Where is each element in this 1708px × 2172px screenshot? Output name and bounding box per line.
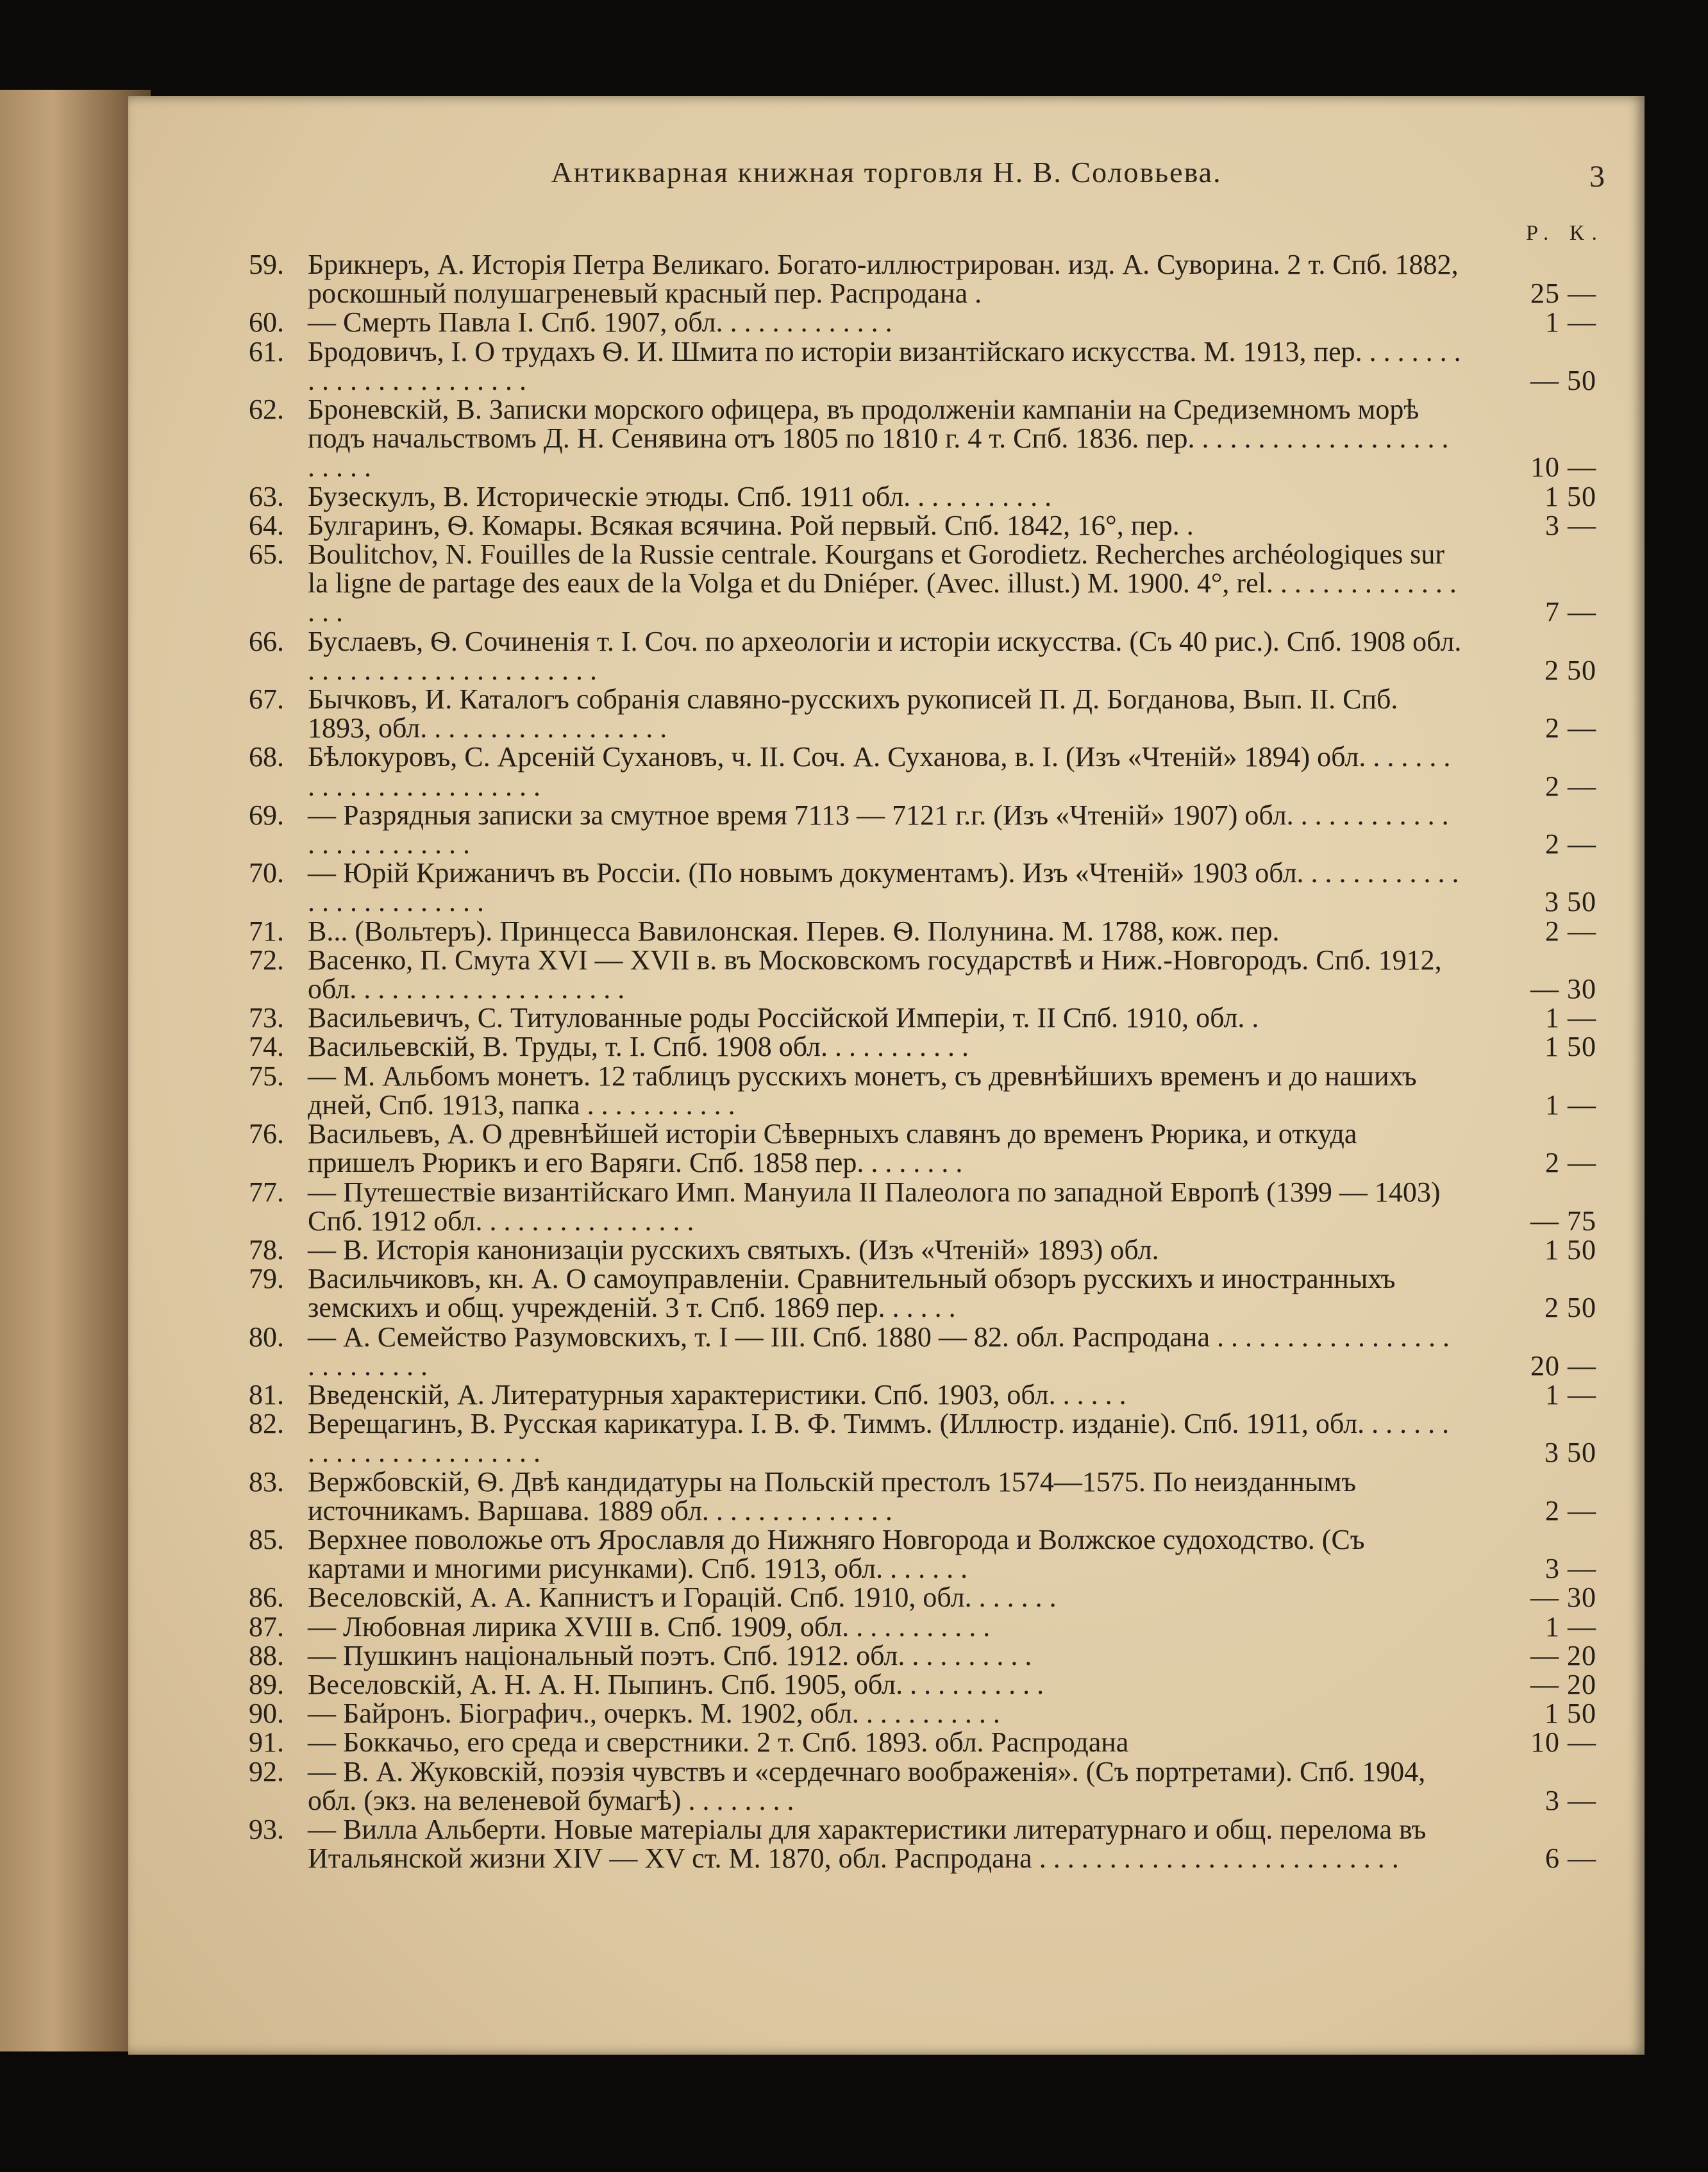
entry-number: 93. — [249, 1813, 284, 1845]
entry-description: Boulitchov, N. Fouilles de la Russie centrale. Kourgans et Gorodietz. Recherches archéologiques sur la ligne de partage des eaux de la Volga et du Dniéper. (Avec. illust.) M. 1900. 4°, rel. . . . . . . . . . . . . . . . . — [308, 539, 1457, 628]
page-number: 3 — [1589, 160, 1605, 194]
catalog-entry — [249, 249, 1596, 310]
entry-number: 87. — [249, 1610, 284, 1642]
catalog-entry — [249, 509, 1596, 541]
entry-price: 10 — — [1530, 451, 1596, 483]
entry-description: — Разрядныя записки за смутное время 7113 — 7121 г.г. (Изъ «Чтеній» 1907) обл. . . . . . . . . . . . . . . . . . . . . . . . — [308, 799, 1449, 860]
catalog-entry — [249, 1233, 1596, 1266]
catalog-entry — [249, 1813, 1596, 1875]
entry-number: 64. — [249, 509, 284, 541]
entry-description: Брикнеръ, А. Исторія Петра Великаго. Богато-иллюстрирован. изд. А. Суворина. 2 т. Спб. 1882, роскошный полушагреневый красный пер. Распродана . — [308, 249, 1459, 310]
running-title: Антикварная книжная торговля Н. В. Соловьева. — [551, 156, 1222, 188]
catalog-entry — [249, 335, 1596, 396]
entry-description: Васильевскій, В. Труды, т. I. Спб. 1908 обл. . . . . . . . . . . — [308, 1031, 969, 1063]
entry-description: — В. А. Жуковскій, поэзія чувствъ и «сердечнаго воображенія». (Съ портретами). Спб. 1904, обл. (экз. на веленевой бумагѣ) . . . . . . . . — [308, 1755, 1426, 1816]
catalog-entry — [249, 1466, 1596, 1526]
catalog-page — [128, 96, 1645, 2055]
entry-price: — 50 — [1530, 364, 1596, 396]
catalog-entry — [249, 1668, 1596, 1700]
entry-price: 10 — — [1530, 1726, 1596, 1758]
catalog-entry — [249, 1263, 1596, 1324]
entry-number: 91. — [249, 1726, 284, 1758]
entry-description: Васильчиковъ, кн. А. О самоуправленіи. Сравнительный обзоръ русскихъ и иностранныхъ земскихъ и общ. учрежденій. 3 т. Спб. 1869 пер. . . . . . — [308, 1263, 1396, 1324]
entry-number: 63. — [249, 480, 284, 512]
entry-number: 79. — [249, 1263, 284, 1295]
entry-price: — 20 — [1530, 1668, 1596, 1700]
entry-number: 72. — [249, 944, 284, 976]
entry-description: — Боккачьо, его среда и сверстники. 2 т. Спб. 1893. обл. Распродана — [308, 1726, 1129, 1758]
entry-number: 78. — [249, 1233, 284, 1266]
entry-description: — Пушкинъ національный поэтъ. Спб. 1912. обл. . . . . . . . . . — [308, 1639, 1032, 1671]
entry-price: 1 50 — [1545, 1233, 1596, 1266]
entry-description: Броневскій, В. Записки морского офицера, въ продолженіи кампаніи на Средиземномъ морѣ подъ начальствомъ Д. Н. Сенявина отъ 1805 по 1810 г. 4 т. Спб. 1836. пер. . . . . . . . . . . . . . . . . . . . . . . . — [308, 394, 1449, 483]
entry-description: — Путешествіе византійскаго Имп. Мануила II Палеолога по западной Европѣ (1399 — 1403) Спб. 1912 обл. . . . . . . . . . . . . . . . — [308, 1176, 1441, 1237]
entry-description: Веселовскій, А. А. Капнистъ и Горацій. Спб. 1910, обл. . . . . . . — [308, 1582, 1057, 1614]
catalog-entry — [249, 394, 1596, 483]
entry-number: 73. — [249, 1002, 284, 1034]
catalog-entry — [249, 539, 1596, 628]
catalog-entry — [249, 1582, 1596, 1614]
entry-price: 20 — — [1530, 1349, 1596, 1382]
entry-description: Бродовичъ, I. О трудахъ Ѳ. И. Шмита по исторіи византійскаго искусства. М. 1913, пер. . . . . . . . . . . . . . . . . . . . . . . . — [308, 335, 1461, 396]
entry-price: — 20 — [1530, 1639, 1596, 1671]
catalog-entry — [249, 1031, 1596, 1063]
entry-price: 1 — — [1545, 1089, 1596, 1121]
entry-price: 2 — — [1545, 828, 1596, 860]
entry-number: 86. — [249, 1582, 284, 1614]
entry-description: Бузескулъ, В. Историческіе этюды. Спб. 1911 обл. . . . . . . . . . . — [308, 480, 1052, 512]
entry-number: 59. — [249, 249, 284, 280]
entry-number: 71. — [249, 915, 284, 947]
catalog-entry — [249, 944, 1596, 1005]
entry-price: 1 50 — [1545, 1698, 1596, 1730]
catalog-entry — [249, 1639, 1596, 1671]
catalog-entry — [249, 1060, 1596, 1121]
entry-price: 3 50 — [1545, 1437, 1596, 1469]
entry-number: 65. — [249, 539, 284, 571]
entry-price: 6 — — [1545, 1842, 1596, 1875]
catalog-entry — [249, 480, 1596, 512]
entry-description: — В. Исторія канонизаціи русскихъ святыхъ. (Изъ «Чтеній» 1893) обл. — [308, 1233, 1159, 1266]
catalog-entry — [249, 1118, 1596, 1179]
catalog-entry — [249, 1523, 1596, 1585]
entry-number: 89. — [249, 1668, 284, 1700]
entry-price: 2 50 — [1545, 654, 1596, 686]
catalog-entry — [249, 799, 1596, 860]
entry-number: 69. — [249, 799, 284, 831]
entry-description: Бычковъ, И. Каталогъ собранія славяно-русскихъ рукописей П. Д. Богданова, Вып. II. Спб. 1893, обл. . . . . . . . . . . . . . . . . . — [308, 683, 1398, 744]
entry-number: 76. — [249, 1118, 284, 1150]
catalog-entry — [249, 1698, 1596, 1730]
catalog-entry — [249, 683, 1596, 744]
catalog-entry — [249, 1726, 1596, 1758]
entry-number: 61. — [249, 335, 284, 367]
entry-price: 3 — — [1545, 1784, 1596, 1816]
catalog-entry — [249, 1002, 1596, 1034]
entry-number: 85. — [249, 1523, 284, 1555]
entry-number: 90. — [249, 1698, 284, 1730]
entry-number: 80. — [249, 1321, 284, 1353]
entry-description: Буслаевъ, Ѳ. Сочиненія т. I. Соч. по археологіи и исторіи искусства. (Съ 40 рис.). Спб. 1908 обл. . . . . . . . . . . . . . . . . . . . . . — [308, 625, 1462, 686]
catalog-entry-list — [249, 249, 1596, 1875]
catalog-entry — [249, 1408, 1596, 1469]
entry-description: — Вилла Альберти. Новые матеріалы для характеристики литературнаго и общ. перелома въ Итальянской жизни XIV — XV ст. М. 1870, обл. Распродана . . . . . . . . . . . . . . . . . . . . . . . . . . — [308, 1813, 1427, 1875]
entry-description: — Смерть Павла I. Спб. 1907, обл. . . . . . . . . . . . . — [308, 306, 892, 338]
entry-price: 3 — — [1545, 509, 1596, 541]
entry-number: 74. — [249, 1031, 284, 1063]
entry-number: 83. — [249, 1466, 284, 1498]
entry-price: 1 — — [1545, 1002, 1596, 1034]
entry-description: Васенко, П. Смута XVI — XVII в. въ Московскомъ государствѣ и Ниж.-Новгородъ. Спб. 1912, обл. . . . . . . . . . . . . . . . . . . . — [308, 944, 1442, 1005]
entry-description: Васильевичъ, С. Титулованные роды Россійской Имперіи, т. II Спб. 1910, обл. . — [308, 1002, 1259, 1034]
entry-price: 7 — — [1545, 596, 1596, 628]
entry-price: 1 — — [1545, 1378, 1596, 1410]
catalog-entry — [249, 1321, 1596, 1382]
entry-description: Веселовскій, А. Н. А. Н. Пыпинъ. Спб. 1905, обл. . . . . . . . . . . — [308, 1668, 1044, 1700]
entry-number: 67. — [249, 683, 284, 715]
entry-description: Булгаринъ, Ѳ. Комары. Всякая всячина. Рой первый. Спб. 1842, 16°, пер. . — [308, 509, 1194, 541]
catalog-entry — [249, 1610, 1596, 1642]
catalog-entry — [249, 1755, 1596, 1816]
entry-price: 2 50 — [1545, 1292, 1596, 1324]
entry-number: 66. — [249, 625, 284, 657]
entry-description: — Любовная лирика XVIII в. Спб. 1909, обл. . . . . . . . . . . — [308, 1610, 991, 1642]
entry-number: 81. — [249, 1378, 284, 1410]
entry-price: 3 50 — [1545, 886, 1596, 918]
entry-number: 68. — [249, 741, 284, 773]
entry-description: — М. Альбомъ монетъ. 12 таблицъ русскихъ монетъ, съ древнѣйшихъ временъ и до нашихъ дней, Спб. 1913, папка . . . . . . . . . . . — [308, 1060, 1417, 1121]
entry-description: — А. Семейство Разумовскихъ, т. I — III. Спб. 1880 — 82. обл. Распродана . . . . . . . . . . . . . . . . . . . . . . . . . . — [308, 1321, 1450, 1382]
entry-description: — Байронъ. Біографич., очеркъ. М. 1902, обл. . . . . . . . . . . — [308, 1698, 1000, 1730]
entry-price: — 30 — [1530, 973, 1596, 1005]
entry-price: — 75 — [1530, 1205, 1596, 1237]
entry-price: — 30 — [1530, 1582, 1596, 1614]
catalog-entry — [249, 741, 1596, 802]
entry-number: 75. — [249, 1060, 284, 1092]
entry-number: 62. — [249, 394, 284, 426]
entry-description: — Юрій Крижаничъ въ Россіи. (По новымъ документамъ). Изъ «Чтеній» 1903 обл. . . . . . . . . . . . . . . . . . . . . . . . . — [308, 857, 1459, 918]
currency-column-label: Р. К. — [1526, 221, 1605, 245]
entry-price: 1 50 — [1545, 480, 1596, 512]
entry-description: В... (Вольтеръ). Принцесса Вавилонская. Перев. Ѳ. Полунина. М. 1788, кож. пер. — [308, 915, 1280, 947]
entry-number: 77. — [249, 1176, 284, 1208]
entry-number: 60. — [249, 306, 284, 338]
entry-price: 3 — — [1545, 1553, 1596, 1585]
catalog-entry — [249, 915, 1596, 947]
catalog-entry — [249, 1176, 1596, 1237]
entry-description: Васильевъ, А. О древнѣйшей исторіи Сѣверныхъ славянъ до временъ Рюрика, и откуда пришелъ Рюрикъ и его Варяги. Спб. 1858 пер. . . . . . . . — [308, 1118, 1357, 1179]
entry-description: Верхнее поволожье отъ Ярославля до Нижняго Новгорода и Волжское судоходство. (Съ картами и многими рисунками). Спб. 1913, обл. . . . . . . — [308, 1523, 1365, 1585]
entry-price: 2 — — [1545, 1147, 1596, 1179]
catalog-entry — [249, 306, 1596, 338]
entry-price: 2 — — [1545, 915, 1596, 947]
entry-description: Бѣлокуровъ, С. Арсеній Сухановъ, ч. II. Соч. А. Суханова, в. I. (Изъ «Чтеній» 1894) обл. . . . . . . . . . . . . . . . . . . . . . . . — [308, 741, 1451, 802]
entry-price: 25 — — [1530, 278, 1596, 310]
entry-description: Верещагинъ, В. Русская карикатура. I. В. Ф. Тиммъ. (Иллюстр. изданіе). Спб. 1911, обл. . . . . . . . . . . . . . . . . . . . . . . . — [308, 1408, 1450, 1469]
entry-description: Вержбовскій, Ѳ. Двѣ кандидатуры на Польскій престолъ 1574—1575. По неизданнымъ источникамъ. Варшава. 1889 обл. . . . . . . . . . . . . . — [308, 1466, 1357, 1526]
entry-number: 88. — [249, 1639, 284, 1671]
entry-number: 70. — [249, 857, 284, 889]
entry-price: 1 — — [1545, 306, 1596, 338]
entry-number: 82. — [249, 1408, 284, 1440]
entry-description: Введенскій, А. Литературныя характеристики. Спб. 1903, обл. . . . . . — [308, 1378, 1126, 1410]
catalog-entry — [249, 625, 1596, 686]
entry-price: 1 — — [1545, 1610, 1596, 1642]
entry-price: 2 — — [1545, 770, 1596, 802]
catalog-entry — [249, 857, 1596, 918]
entry-price: 2 — — [1545, 1494, 1596, 1526]
entry-number: 92. — [249, 1755, 284, 1787]
entry-price: 2 — — [1545, 712, 1596, 744]
catalog-entry — [249, 1378, 1596, 1410]
entry-price: 1 50 — [1545, 1031, 1596, 1063]
